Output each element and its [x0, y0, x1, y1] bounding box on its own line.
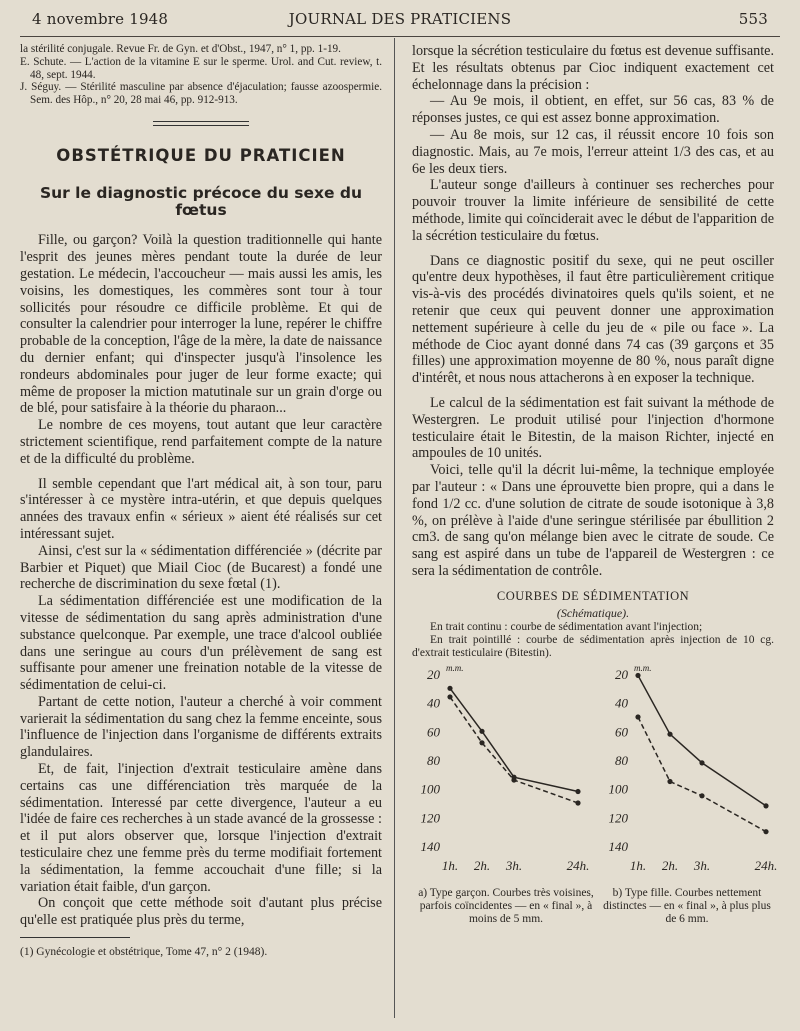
y-tick-label: 140	[420, 839, 440, 855]
data-point	[447, 695, 452, 700]
y-tick-label: 20	[427, 667, 440, 683]
paragraph: Partant de cette notion, l'auteur a cherché à voir comment varierait la sédimentation du sang chez la femme enceinte, sous l'influence de l'injection dans l'organisme de différents extraits glandulaires.	[20, 693, 382, 761]
paragraph: Ainsi, c'est sur la « sédimentation différenciée » (décrite par Barbier et Piquet) que Miail Cioc (de Bucarest) a fondé une recherche de discrimination du sexe fœtal (1).	[20, 542, 382, 593]
y-tick-label: 80	[615, 753, 628, 769]
section-title: OBSTÉTRIQUE DU PRATICIEN	[56, 145, 346, 165]
x-tick-label: 2h.	[473, 858, 491, 874]
header-journal: JOURNAL DES PRATICIENS	[288, 10, 512, 28]
chart-a-caption: a) Type garçon. Courbes très voisines, parfois coïncidentes — en « final », à moins de 5 mm.	[418, 887, 594, 926]
paragraph: L'auteur songe d'ailleurs à continuer ses recherches pour pouvoir trouver la limite inférieure de sensibilité de cette méthode, limite qui coïnciderait avec le début de l'apparition de la sécrétion testiculaire du fœtus.	[412, 177, 774, 244]
series-line-dashed	[638, 717, 766, 832]
figure-title: COURBES DE SÉDIMENTATION	[496, 588, 690, 603]
paragraph: On conçoit que cette méthode soit d'autant plus précise qu'elle est pratiquée plus près du terme,	[20, 895, 382, 929]
article-title: Sur le diagnostic précoce du sexe du fœtus	[39, 183, 363, 219]
data-point	[635, 673, 640, 678]
data-point	[699, 761, 704, 766]
paragraph: Fille, ou garçon? Voilà la question traditionnelle qui hante l'esprit des jeunes mères pendant toute la durée de leur gestation. Le médecin, l'accoucheur — mais aussi les amis, les voisins, les domestiques, les commères sont tour à tour sollicités pour résoudre ce difficile problème. Et qui de consulter la calendrier pour interroger la lune, repérer le chiffre probable de la conception, l'âge de la mère, la date de naissance du dernier enfant; qui d'inspecter jusqu'à l'insolence les rondeurs abdominales pour juger de leur forme exacte; qui même de proposer la miction matutinale sur un grain d'orge ou de blé, pour satisfaire à la théorie du pharaon...	[20, 232, 382, 417]
y-tick-label: 100	[608, 781, 628, 797]
x-tick-label: 3h.	[505, 858, 523, 874]
paragraph: Voici, telle qu'il la décrit lui-même, la technique employée par l'auteur : « Dans une éprouvette bien propre, qui a dans le fond 1/2 cc. d'une solution de citrate de soude isotonique à 3,8 %, on prélève à l'aide d'une seringue stérilisée par ébullition 2 cm3. de sang qu'on mélange bien avec le citrate de soude. Ce sang est aspiré dans un tube de l'appareil de Westergren : ce sera la sédimentation de contrôle.	[412, 462, 774, 579]
data-point	[667, 779, 672, 784]
reference-item: E. Schute. — L'action de la vitamine E sur le sperme. Urol. and Cut. review, t. 48, sept. 1944.	[20, 55, 382, 81]
section-separator	[153, 121, 249, 126]
paragraph: Dans ce diagnostic positif du sexe, qui ne peut osciller qu'entre deux hypothèses, il faut être particulièrement critique vis-à-vis des procédés divinatoires quels qu'ils soient, et ne retenir que ceux qui peuvent donner une approximation nettement supérieure à celle du jeu de « pile ou face ». La méthode de Cioc ayant donné dans 74 cas (39 garçons et 35 filles) une approximation moyenne de 80 %, nous paraît digne d'intérêt, et nous nous attacherons à en exposer la technique.	[412, 252, 774, 387]
paragraph: Il semble cependant que l'art médical ait, à son tour, paru s'intéresser à ce mystère intra-utérin, et que depuis quelques années des travaux enfin « sérieux » aient été réalisés sur cet intéressant sujet.	[20, 475, 382, 542]
footnote-rule	[20, 937, 130, 938]
x-tick-label: 1h.	[629, 858, 647, 874]
x-tick-label: 24h.	[566, 858, 590, 874]
data-point	[699, 794, 704, 799]
left-column	[20, 43, 382, 961]
y-tick-label: 40	[427, 695, 440, 711]
data-point	[511, 778, 516, 783]
figure-charts	[412, 662, 778, 926]
data-point	[763, 804, 768, 809]
figure-subtitle: (Schématique).	[556, 605, 630, 620]
data-point	[667, 732, 672, 737]
data-point	[635, 715, 640, 720]
chart-type-garcon	[412, 662, 600, 926]
x-tick-label: 3h.	[693, 858, 711, 874]
data-point	[763, 829, 768, 834]
data-point	[479, 740, 484, 745]
y-tick-label: 20	[615, 667, 628, 683]
y-tick-label: 40	[615, 695, 628, 711]
y-tick-label: 140	[608, 839, 628, 855]
y-tick-label: 60	[427, 724, 440, 740]
y-tick-label: 120	[608, 810, 628, 826]
chart-a-svg	[412, 662, 590, 887]
paragraph: — Au 8e mois, sur 12 cas, il réussit encore 10 fois son diagnostic. Mais, au 7e mois, l'erreur atteint 1/3 des cas, et au 6e les deux tiers.	[412, 126, 774, 177]
header-date: 4 novembre 1948	[32, 10, 169, 28]
reference-list	[20, 43, 382, 107]
paragraph: Le nombre de ces moyens, tout autant que leur caractère strictement scientifique, rend parfaitement compte de la nature et de la difficulté du problème.	[20, 417, 382, 467]
x-tick-label: 1h.	[441, 858, 459, 874]
paragraph: — Au 9e mois, il obtient, en effet, sur 56 cas, 83 % de réponses justes, ce qui est assez bonne approximation.	[412, 93, 774, 127]
y-tick-label: 60	[615, 724, 628, 740]
chart-type-fille	[600, 662, 778, 926]
data-point	[575, 789, 580, 794]
right-column	[412, 43, 778, 926]
data-point	[575, 801, 580, 806]
paragraph: Le calcul de la sédimentation est fait suivant la méthode de Westergren. Le produit utilisé pour l'injection d'hormone testiculaire était le Bitestin, de la maison Richter, injecté en ampoules de 10 unités.	[412, 394, 774, 462]
figure-legend: En trait continu : courbe de sédimentation avant l'injection;	[430, 621, 703, 634]
chart-b-caption: b) Type fille. Courbes nettement distinctes — en « final », à plus plus de 6 mm.	[603, 887, 771, 926]
figure-legend: En trait pointillé : courbe de sédimentation après injection de 10 cg. d'extrait testiculaire (Bitestin).	[412, 634, 774, 660]
x-tick-label: 2h.	[661, 858, 679, 874]
axis-unit: m.m.	[446, 663, 464, 674]
y-tick-label: 120	[420, 810, 440, 826]
footnote: (1) Gynécologie et obstétrique, Tome 47, n° 2 (1948).	[20, 946, 268, 959]
reference-item: J. Séguy. — Stérilité masculine par absence d'éjaculation; fausse azoospermie. Sem. des Hôp., n° 20, 28 mai 46, pp. 912-913.	[20, 81, 382, 107]
axis-unit: m.m.	[634, 663, 652, 674]
paragraph: La sédimentation différenciée est une modification de la vitesse de sédimentation du sang après administration d'une substance quelconque. Par exemple, une trace d'alcool oubliée dans une seringue au cours d'un prélèvement de sang est suffisante pour amener une freination notable de la vitesse de sédimentation de celui-ci.	[20, 593, 382, 694]
y-tick-label: 80	[427, 753, 440, 769]
paragraph: lorsque la sécrétion testiculaire du fœtus est devenue suffisante. Et les résultats obtenus par Cioc indiquent exactement cet échelonnage dans la précision :	[412, 43, 774, 93]
data-point	[447, 686, 452, 691]
header-rule	[20, 36, 780, 37]
y-tick-label: 100	[420, 781, 440, 797]
chart-b-svg	[600, 662, 778, 887]
data-point	[479, 729, 484, 734]
column-divider	[394, 38, 395, 1018]
x-tick-label: 24h.	[754, 858, 778, 874]
series-line-solid	[638, 676, 766, 806]
reference-item: la stérilité conjugale. Revue Fr. de Gyn. et d'Obst., 1947, n° 1, pp. 1-19.	[20, 43, 341, 55]
paragraph: Et, de fait, l'injection d'extrait testiculaire amène dans certains cas une différenciation très marquée de la sédimentation. Interessé par cette divergence, l'auteur a eu l'idée de faire ces recherches à un stade avancé de la grossesse : et il put alors observer que, lorsque l'injection d'extrait testiculaire chez une femme près du terme modifiait fortement la sédimentation, la femme accouchait d'une fille; si la variation était faible, d'un garçon.	[20, 761, 382, 895]
header-page-number: 553	[738, 10, 768, 28]
